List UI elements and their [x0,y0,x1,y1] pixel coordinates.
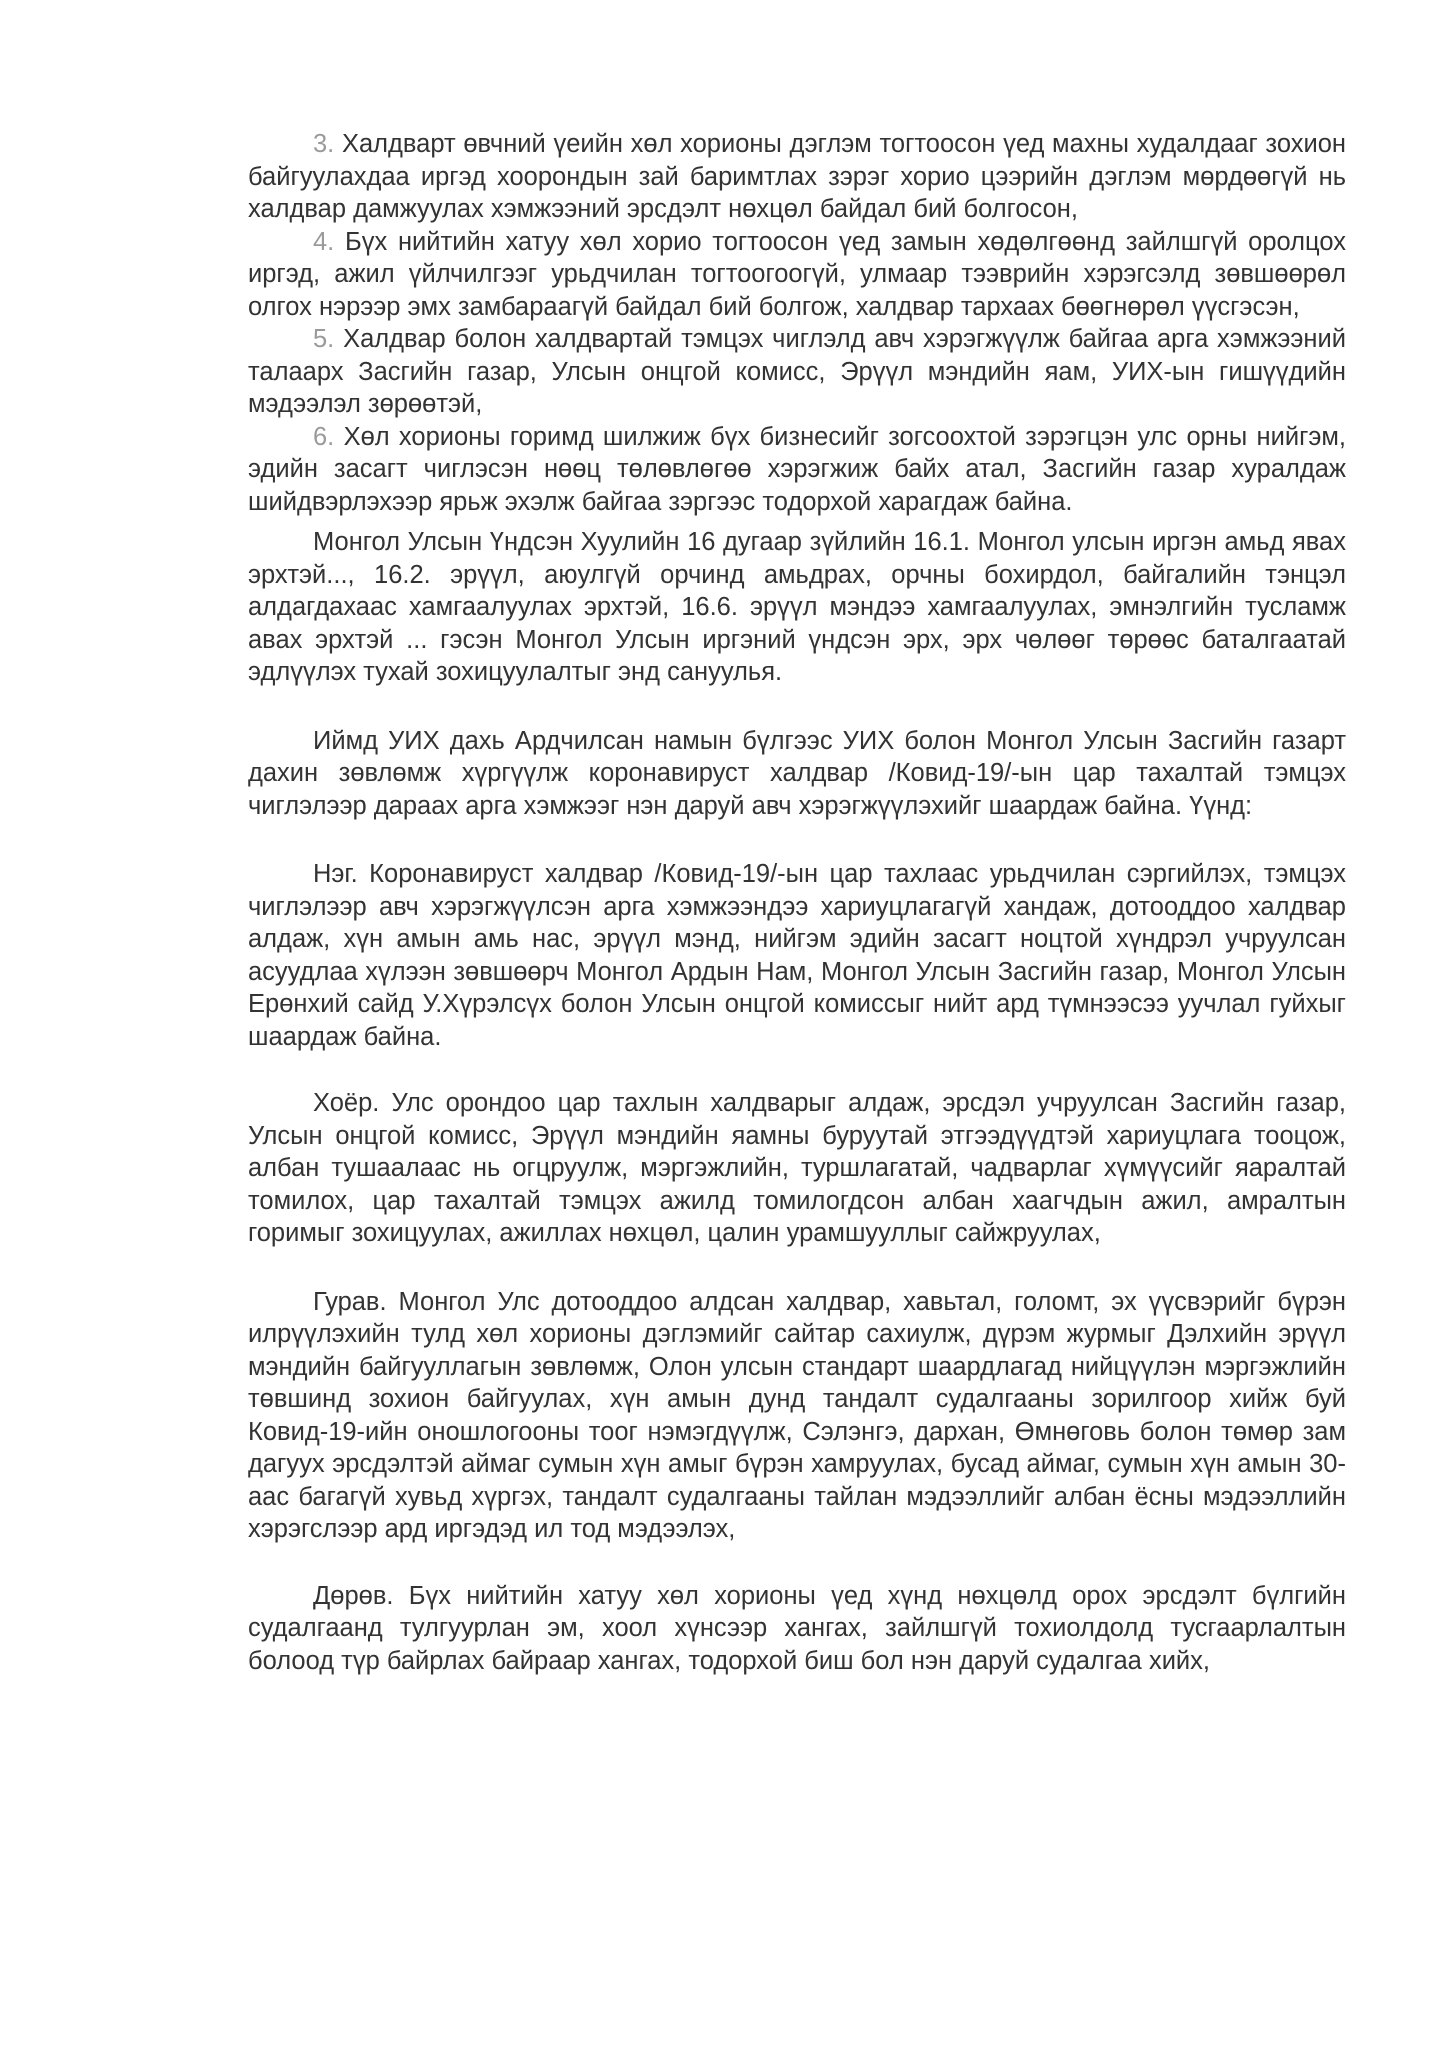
document-body [248,128,1346,1677]
list-number: 4. [313,227,335,256]
list-item-text: Бүх нийтийн хатуу хөл хорио тогтоосон үед замын хөдөлгөөнд зайлшгүй оролцох иргэд, ажил үйлчилгээг урьдчилан тогтоогоогүй, улмаар тээврийн хэрэгсэлд зөвшөөрөл олгох нэрээр эмх замбараагүй байдал бий болгож, халдвар тархаах бөөгнөрөл үүсгэсэн, [248,227,1346,321]
list-item-text: Халдварт өвчний үеийн хөл хорионы дэглэм тогтоосон үед махны худалдааг зохион байгуулахдаа иргэд хоорондын зай баримтлах зэрэг хорио цээрийн дэглэм мөрдөөгүй нь халдвар дамжуулах хэмжээний эрсдэлт нөхцөл байдал бий болгосон, [248,130,1346,223]
list-number: 5. [313,325,335,353]
list-item-5 [248,323,1346,421]
paragraph-fourth: Дөрөв. Бүх нийтийн хатуу хөл хорионы үед хүнд нөхцөлд орох эрсдэлт бүлгийн судалгаанд тулгуурлан эм, хоол хүнсээр хангах, зайлшгүй тохиолдолд тусгаарлалтын болоод түр байрлах байраар хангах, тодорхой биш бол нэн даруй судалгаа хийх, [248,1581,1346,1675]
list-item-text: Хөл хорионы горимд шилжиж бүх бизнесийг зогсоохтой зэрэгцэн улс орны нийгэм, эдийн засагт чиглэсэн нөөц төлөвлөгөө хэрэгжиж байх атал, Засгийн газар хуралдаж шийдвэрлэхээр ярьж эхэлж байгаа зэргээс тодорхой харагдаж байна. [248,422,1346,516]
paragraph-constitution: Монгол Улсын Үндсэн Хуулийн 16 дугаар зүйлийн 16.1. Монгол улсын иргэн амьд явах эрхтэй..., 16.2. эрүүл, аюулгүй орчинд амьдрах, орчны бохирдол, байгалийн тэнцэл алдагдахаас хамгаалуулах эрхтэй, 16.6. эрүүл мэндээ хамгаалуулах, эмнэлгийн тусламж авах эрхтэй ... гэсэн Монгол Улсын иргэний үндсэн эрх, эрх чөлөөг төрөөс баталгаатай эдлүүлэх тухай зохицуулалтыг энд сануулья. [248,528,1346,686]
paragraph-third: Гурав. Монгол Улс дотооддоо алдсан халдвар, хавьтал, голомт, эх үүсвэрийг бүрэн илрүүлэхийн тулд хөл хорионы дэглэмийг сайтар сахиулж, дүрэм журмыг Дэлхийн эрүүл мэндийн байгууллагын зөвлөмж, Олон улсын стандарт шаардлагад нийцүүлэн мэргэжлийн төвшинд зохион байгуулах, хүн амын дунд тандалт судалгааны зорилгоор хийж буй Ковид-19-ийн оношлогооны тоог нэмэгдүүлж, Сэлэнгэ, дархан, Өмнөговь болон төмөр зам дагуух эрсдэлтэй аймаг сумын хүн амыг бүрэн хамруулах, бусад аймаг, сумын хүн амын 30-аас багагүй хувьд хүргэх, тандалт судалгааны тайлан мэдээллийг албан ёсны мэдээллийн хэрэгслээр ард иргэдэд ил тод мэдээлэх, [248,1287,1346,1543]
paragraph-second: Хоёр. Улс орондоо цар тахлын халдварыг алдаж, эрсдэл учруулсан Засгийн газар, Улсын онцгой комисс, Эрүүл мэндийн яамны буруутай этгээдүүдтэй хариуцлага тооцож, албан тушаалаас нь огцруулж, мэргэжлийн, туршлагатай, чадварлаг хүмүүсийг яаралтай томилох, цар тахалтай тэмцэх ажилд томилогдсон албан хаагчдын ажил, амралтын горимыг зохицуулах, ажиллах нөхцөл, цалин урамшууллыг сайжруулах, [248,1089,1346,1247]
paragraph-first: Нэг. Коронавируст халдвар /Ковид-19/-ын цар тахлаас урьдчилан сэргийлэх, тэмцэх чиглэлээр авч хэрэгжүүлсэн арга хэмжээндээ хариуцлагагүй хандаж, дотооддоо халдвар алдаж, хүн амын амь нас, эрүүл мэнд, нийгэм эдийн засагт ноцтой хүндрэл учруулсан асуудлаа хүлээн зөвшөөрч Монгол Ардын Нам, Монгол Улсын Засгийн газар, Монгол Улсын Ерөнхий сайд У.Хүрэлсүх болон Улсын онцгой комиссыг нийт ард түмнээсээ уучлал гуйхыг шаардаж байна. [248,860,1346,1051]
list-item-4 [248,226,1346,324]
paragraph-intro: Иймд УИХ дахь Ардчилсан намын бүлгээс УИХ болон Монгол Улсын Засгийн газарт дахин зөвлөмж хүргүүлж коронавируст халдвар /Ковид-19/-ын цар тахалтай тэмцэх чиглэлээр дараах арга хэмжээг нэн даруй авч хэрэгжүүлэхийг шаардаж байна. Үүнд: [248,726,1346,820]
list-number: 6. [313,422,335,451]
list-item-3 [248,128,1346,226]
list-item-6 [248,421,1346,519]
list-item-text: Халдвар болон халдвартай тэмцэх чиглэлд авч хэрэгжүүлж байгаа арга хэмжээний талаарх Засгийн газар, Улсын онцгой комисс, Эрүүл мэндийн яам, УИХ-ын гишүүдийн мэдээлэл зөрөөтэй, [248,325,1347,418]
list-number: 3. [313,130,335,158]
